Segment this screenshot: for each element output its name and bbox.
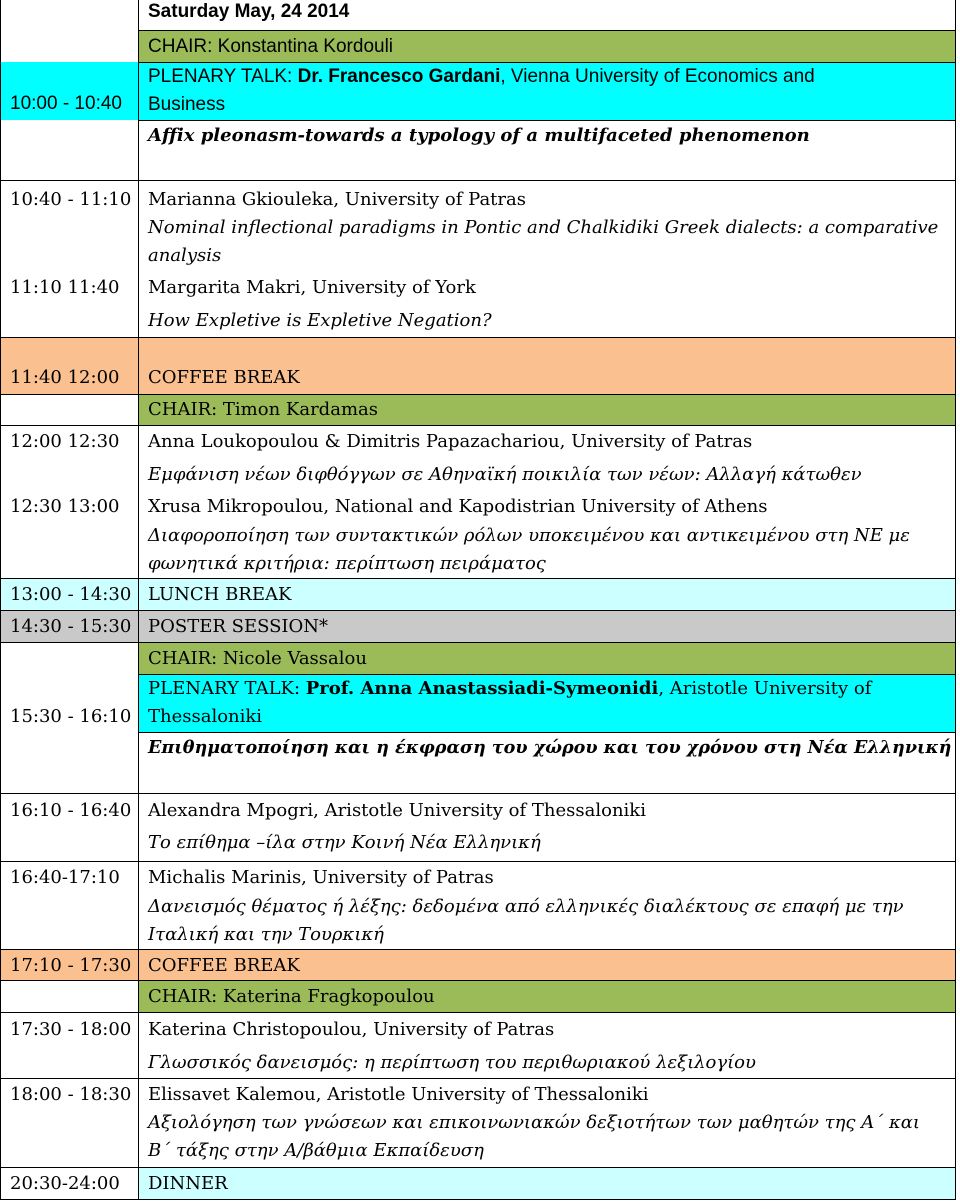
talk-title: Εμφάνιση νέων διφθόγγων σε Αθηναϊκή ποικιλία των νέων: Αλλαγή κάτωθεν: [148, 464, 862, 485]
speaker: Marianna Gkiouleka, University of Patras: [148, 189, 526, 210]
talk-title-cont: φωνητικά κριτήρια: περίπτωση πειράματος: [148, 553, 546, 574]
row-divider: [138, 62, 956, 63]
plenary-affiliation: , Aristotle University of: [658, 678, 872, 699]
lunch-break-cell: [0, 578, 956, 610]
speaker: Anna Loukopoulou & Dimitris Papazachariou, University of Patras: [148, 431, 753, 452]
plenary-affiliation-cont: Business: [148, 94, 226, 115]
speaker: Alexandra Mpogri, Aristotle University of Thessaloniki: [148, 800, 646, 821]
coffee-break-cell: [0, 949, 956, 980]
plenary-speaker-title: Dr.: [297, 66, 329, 87]
time-slot: 11:10 11:40: [10, 277, 120, 298]
row-divider: [0, 793, 956, 794]
talk-title: Γλωσσικός δανεισμός: η περίπτωση του περιθωριακού λεξιλογίου: [148, 1052, 756, 1073]
time-slot: 12:00 12:30: [10, 431, 120, 452]
speaker: Elissavet Kalemou, Aristotle University of Thessaloniki: [148, 1084, 649, 1105]
row-divider: [0, 337, 956, 338]
session-chair: CHAIR: Nicole Vassalou: [148, 648, 367, 669]
plenary-affiliation: , Vienna University of Economics and: [500, 66, 815, 87]
time-slot: 14:30 - 15:30: [10, 616, 132, 637]
coffee-break-cell: [0, 337, 956, 394]
speaker: Margarita Makri, University of York: [148, 277, 476, 298]
time-slot: 13:00 - 14:30: [10, 584, 132, 605]
row-divider: [0, 1012, 956, 1013]
poster-session-label: POSTER SESSION*: [148, 616, 329, 637]
time-slot: 17:10 - 17:30: [10, 955, 132, 976]
row-divider: [138, 674, 956, 675]
talk-title-cont: Ιταλική και την Τουρκική: [148, 924, 384, 945]
time-slot: 20:30-24:00: [10, 1173, 120, 1194]
talk-title: Αξιολόγηση των γνώσεων και επικοινωνιακών δεξιοτήτων των μαθητών της Α΄ και: [148, 1112, 920, 1133]
time-slot: 10:00 - 10:40: [10, 93, 122, 114]
plenary-prefix: PLENARY TALK:: [148, 66, 298, 87]
row-divider: [0, 861, 956, 862]
talk-title: Διαφοροποίηση των συντακτικών ρόλων υποκειμένου και αντικειμένου στη ΝΕ με: [148, 525, 910, 546]
row-divider: [0, 642, 956, 643]
session-chair: CHAIR: Konstantina Kordouli: [148, 36, 394, 57]
time-slot: 10:40 - 11:10: [10, 189, 132, 210]
row-divider: [0, 949, 956, 950]
row-divider: [0, 425, 956, 426]
table-border-bottom: [0, 1199, 956, 1200]
talk-title: How Expletive is Expletive Negation?: [148, 310, 492, 331]
coffee-break-label: COFFEE BREAK: [148, 367, 300, 388]
poster-session-cell: [0, 610, 956, 642]
talk-title: Nominal inflectional paradigms in Pontic and Chalkidiki Greek dialects: a comparative: [148, 217, 939, 238]
plenary-speaker-name: Francesco Gardani: [328, 66, 501, 87]
time-slot: 15:30 - 16:10: [10, 706, 132, 727]
talk-title-cont: analysis: [148, 245, 222, 266]
speaker: Xrusa Mikropoulou, National and Kapodistrian University of Athens: [148, 496, 768, 517]
plenary-speaker-name: Anna Anastassiadi-Symeonidi: [360, 678, 659, 699]
plenary-talk-title: Επιθηματοποίηση και η έκφραση του χώρου και του χρόνου στη Νέα Ελληνική: [148, 737, 952, 758]
lunch-break-label: LUNCH BREAK: [148, 584, 292, 605]
time-slot: 16:40-17:10: [10, 867, 120, 888]
plenary-prefix: PLENARY TALK:: [148, 678, 306, 699]
plenary-talk-line: [148, 677, 871, 701]
time-slot: 18:00 - 18:30: [10, 1084, 132, 1105]
speaker: Michalis Marinis, University of Patras: [148, 867, 494, 888]
row-divider: [138, 30, 956, 31]
row-divider: [138, 120, 956, 121]
row-divider: [0, 1167, 956, 1168]
row-divider: [0, 1078, 956, 1079]
session-chair: CHAIR: Timon Kardamas: [148, 399, 378, 420]
talk-title: Το επίθημα –ίλα στην Κοινή Νέα Ελληνική: [148, 832, 541, 853]
row-divider: [0, 394, 956, 395]
talk-title: Δανεισμός θέματος ή λέξης: δεδομένα από ελληνικές διαλέκτους σε επαφή με την: [148, 896, 904, 917]
date-heading: Saturday May, 24 2014: [148, 1, 350, 22]
time-slot: 16:10 - 16:40: [10, 800, 132, 821]
speaker: Katerina Christopoulou, University of Patras: [148, 1019, 555, 1040]
row-divider: [138, 732, 956, 733]
plenary-affiliation-cont: Thessaloniki: [148, 706, 263, 727]
talk-title-cont: Β΄ τάξης στην Α/βάθμια Εκπαίδευση: [148, 1140, 484, 1161]
row-divider: [0, 980, 956, 981]
plenary-talk-line: [148, 65, 815, 89]
plenary-speaker-title: Prof.: [305, 678, 361, 699]
dinner-cell: [138, 1167, 956, 1199]
row-divider: [0, 180, 956, 181]
time-slot: 17:30 - 18:00: [10, 1019, 132, 1040]
time-slot: 12:30 13:00: [10, 496, 120, 517]
plenary-talk-title: Affix pleonasm-towards a typology of a multifaceted phenomenon: [148, 125, 810, 146]
row-divider: [0, 610, 956, 611]
dinner-label: DINNER: [148, 1173, 228, 1194]
time-slot: 11:40 12:00: [10, 367, 120, 388]
session-chair: CHAIR: Katerina Fragkopoulou: [148, 986, 435, 1007]
coffee-break-label: COFFEE BREAK: [148, 955, 300, 976]
row-divider: [0, 578, 956, 579]
